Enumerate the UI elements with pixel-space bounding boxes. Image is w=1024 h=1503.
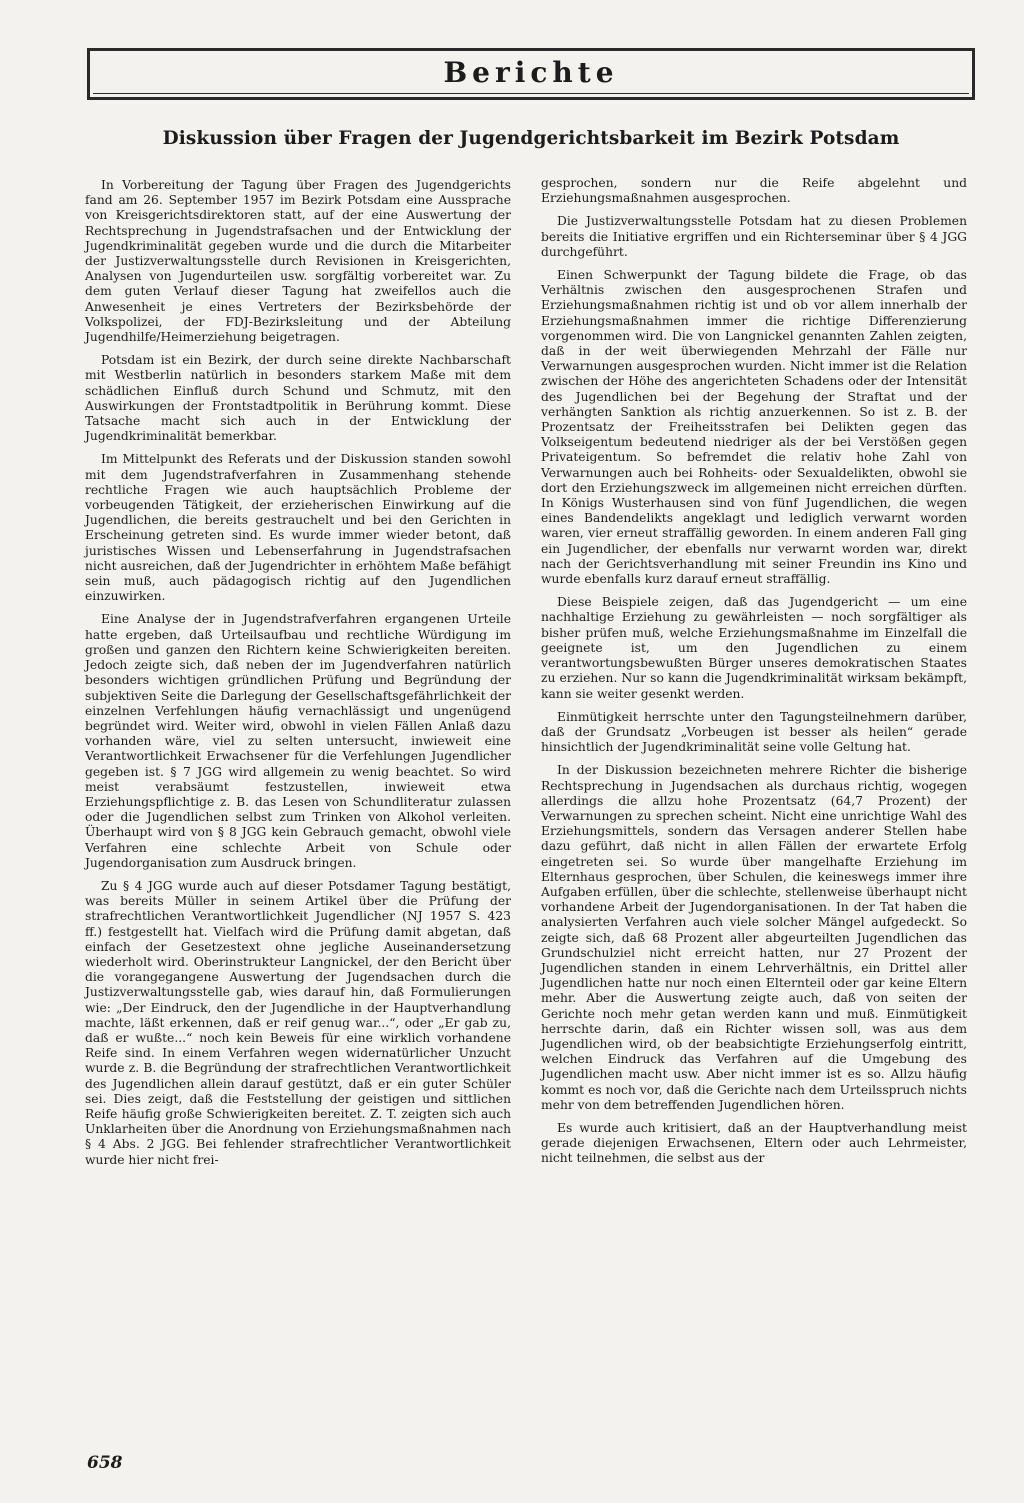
paragraph: Die Justizverwaltungsstelle Potsdam hat zu diesen Problemen bereits die Initiative ergriffen und ein Richterseminar über § 4 JGG durchgeführt.: [541, 214, 967, 259]
paragraph: Potsdam ist ein Bezirk, der durch seine direkte Nachbarschaft mit Westberlin natürlich in besonders starkem Maße mit dem schädlichen Einfluß durch Schund und Schmutz, mit den Auswirkungen der Frontstadtpolitik in Berührung kommt. Diese Tatsache macht sich auch in der Entwicklung der Jugendkriminalität bemerkbar.: [85, 353, 511, 444]
article-title: Diskussion über Fragen der Jugendgerichtsbarkeit im Bezirk Potsdam: [162, 128, 900, 149]
paragraph: Einen Schwerpunkt der Tagung bildete die Frage, ob das Verhältnis zwischen den ausgesprochenen Strafen und Erziehungsmaßnahmen richtig ist und ob vor allem innerhalb der Erziehungsmaßnahmen immer die richtige Differenzierung vorgenommen wird. Die von Langnickel genannten Zahlen zeigten, daß in der weit überwiegenden Mehrzahl der Fälle nur Verwarnungen ausgesprochen wurden. Nicht immer ist die Relation zwischen der Höhe des angerichteten Schadens oder der Intensität des Jugendlichen bei der Begehung der Straftat und der verhängten Sanktion als richtig anzuerkennen. So ist z. B. der Prozentsatz der Freiheitsstrafen bei Delikten gegen das Volkseigentum bedeutend niedriger als der bei Verstößen gegen Privateigentum. So befremdet die relativ hohe Zahl von Verwarnungen auch bei Rohheits- oder Sexualdelikten, obwohl sie dort den Erziehungszweck im allgemeinen nicht erreichen dürften. In Königs Wusterhausen sind von fünf Jugendlichen, die wegen eines Bandendelikts angeklagt und lediglich verwarnt worden waren, vier erneut straffällig geworden. In einem anderen Fall ging ein Jugendlicher, der ebenfalls nur verwarnt worden war, direkt nach der Gerichtsverhandlung mit seiner Freundin ins Kino und wurde ebenfalls kurz darauf erneut straffällig.: [541, 268, 967, 587]
left-column: [85, 178, 511, 1176]
paragraph: In der Diskussion bezeichneten mehrere Richter die bisherige Rechtsprechung in Jugendsachen als durchaus richtig, wogegen allerdings die allzu hohe Prozentsatz (64,7 Prozent) der Verwarnungen zu sprechen scheint. Nicht eine unrichtige Wahl des Erziehungsmittels, sondern das Versagen anderer Stellen habe dazu geführt, daß nicht in allen Fällen der erwartete Erfolg eingetreten sei. So wurde über mangelhafte Erziehung im Elternhaus gesprochen, über Schulen, die keineswegs immer ihre Aufgaben erfüllen, über die schlechte, stellenweise überhaupt nicht vorhandene Arbeit der Jugendorganisationen. In der Tat haben die analysierten Verfahren auch viele solcher Mängel aufgedeckt. So zeigte sich, daß 68 Prozent aller abgeurteilten Jugendlichen das Grundschulziel nicht erreicht hatten, nur 27 Prozent der Jugendlichen standen in einem Lehrverhältnis, ein Drittel aller Jugendlichen hatte nur noch einen Elternteil oder gar keine Eltern mehr. Aber die Auswertung zeigte auch, daß von seiten der Gerichte noch mehr getan werden kann und muß. Einmütigkeit herrschte darin, daß ein Richter wissen soll, was aus dem Jugendlichen wird, ob der beabsichtigte Erziehungserfolg eintritt, welchen Eindruck das Verfahren auf die Umgebung des Jugendlichen macht usw. Aber nicht immer ist es so. Allzu häufig kommt es noch vor, daß die Gerichte nach dem Urteilsspruch nichts mehr von dem betreffenden Jugendlichen hören.: [541, 763, 967, 1112]
paragraph: Es wurde auch kritisiert, daß an der Hauptverhandlung meist gerade diejenigen Erwachsenen, Eltern oder auch Lehrmeister, nicht teilnehmen, die selbst aus der: [541, 1120, 967, 1166]
page-number: 658: [87, 1453, 123, 1473]
paragraph: Einmütigkeit herrschte unter den Tagungsteilnehmern darüber, daß der Grundsatz „Vorbeugen ist besser als heilen“ gerade hinsichtlich der Jugendkriminalität seine volle Geltung hat.: [541, 709, 967, 755]
paragraph: Im Mittelpunkt des Referats und der Diskussion standen sowohl mit dem Jugendstrafverfahren in Zusammenhang stehende rechtliche Fragen wie auch hauptsächlich Probleme der vorbeugenden Tätigkeit, der erzieherischen Einwirkung auf die Jugendlichen, die bereits gestrauchelt und bei den Gerichten in Erscheinung getreten sind. Es wurde immer wieder betont, daß juristisches Wissen und Lebenserfahrung in Jugendstrafsachen nicht ausreichen, daß der Jugendrichter in erhöhtem Maße befähigt sein muß, auch pädagogisch richtig auf den Jugendlichen einzuwirken.: [85, 452, 511, 604]
section-title: Berichte: [443, 56, 619, 89]
right-column: [541, 176, 967, 1175]
paragraph-continued: gesprochen, sondern nur die Reife abgelehnt und Erziehungsmaßnahmen ausgesprochen.: [541, 176, 967, 206]
paragraph: Eine Analyse der in Jugendstrafverfahren ergangenen Urteile hatte ergeben, daß Urteilsaufbau und rechtliche Würdigung im großen und ganzen den Richtern keine Schwierigkeiten bereiten. Jedoch zeigte sich, daß neben der im Jugendverfahren natürlich besonders wichtigen gründlichen Prüfung und Begründung der subjektiven Seite die Darlegung der Gesellschaftsgefährlichkeit der einzelnen Verfehlungen häufig vernachlässigt und ungenügend begründet wird. Weiter wird, obwohl in vielen Fällen Anlaß dazu vorhanden wäre, viel zu selten untersucht, inwieweit eine Verantwortlichkeit Erwachsener für die Verfehlungen Jugendlicher gegeben ist. § 7 JGG wird allgemein zu wenig beachtet. So wird meist verabsäumt festzustellen, inwieweit etwa Erziehungspflichtige z. B. das Lesen von Schundliteratur zulassen oder die Jugendlichen selbst zum Trinken von Alkohol verleiten. Überhaupt wird von § 8 JGG kein Gebrauch gemacht, obwohl viele Verfahren eine schlechte Arbeit von Schule oder Jugendorganisation zum Ausdruck bringen.: [85, 612, 511, 870]
paragraph: Zu § 4 JGG wurde auch auf dieser Potsdamer Tagung bestätigt, was bereits Müller in seinem Artikel über die Prüfung der strafrechtlichen Verantwortlichkeit Jugendlicher (NJ 1957 S. 423 ff.) festgestellt hat. Vielfach wird die Prüfung damit abgetan, daß einfach der Gesetzestext ohne jegliche Auseinandersetzung wiederholt wird. Oberinstrukteur Langnickel, der den Bericht über die vorangegangene Auswertung der Jugendsachen durch die Justizverwaltungsstelle gab, wies darauf hin, daß Formulierungen wie: „Der Eindruck, den der Jugendliche in der Hauptverhandlung machte, läßt erkennen, daß er reif genug war...“, oder „Er gab zu, daß er wußte...“ noch kein Beweis für eine wirklich vorhandene Reife sind. In einem Verfahren wegen widernatürlicher Unzucht wurde z. B. die Begründung der strafrechtlichen Verantwortlichkeit des Jugendlichen allein darauf gestützt, daß er ein guter Schüler sei. Dies zeigt, daß die Feststellung der geistigen und sittlichen Reife häufig große Schwierigkeiten bereitet. Z. T. zeigten sich auch Unklarheiten über die Anordnung von Erziehungsmaßnahmen nach § 4 Abs. 2 JGG. Bei fehlender strafrechtlicher Verantwortlichkeit wurde hier nicht frei-: [85, 878, 511, 1167]
section-header-box: [87, 48, 975, 100]
paragraph: In Vorbereitung der Tagung über Fragen des Jugendgerichts fand am 26. September 1957 im Bezirk Potsdam eine Aussprache von Kreisgerichtsdirektoren statt, auf der eine Auswertung der Rechtsprechung in Jugendstrafsachen und der Entwicklung der Jugendkriminalität gegeben wurde und die durch die Mitarbeiter der Justizverwaltungsstelle durch Revisionen in Kreisgerichten, Analysen von Jugendurteilen usw. sorgfältig vorbereitet war. Zu dem guten Verlauf dieser Tagung hat zweifellos auch die Anwesenheit je eines Vertreters der Bezirksbehörde der Volkspolizei, der FDJ-Bezirksleitung und der Abteilung Jugendhilfe/Heimerziehung beigetragen.: [85, 178, 511, 345]
paragraph: Diese Beispiele zeigen, daß das Jugendgericht — um eine nachhaltige Erziehung zu gewährleisten — noch sorgfältiger als bisher prüfen muß, welche Erziehungsmaßnahme im Einzelfall die geeignete ist, um den Jugendlichen zu einem verantwortungsbewußten Bürger unseres demokratischen Staates zu erziehen. Nur so kann die Jugendkriminalität wirksam bekämpft, kann sie weiter gesenkt werden.: [541, 595, 967, 701]
